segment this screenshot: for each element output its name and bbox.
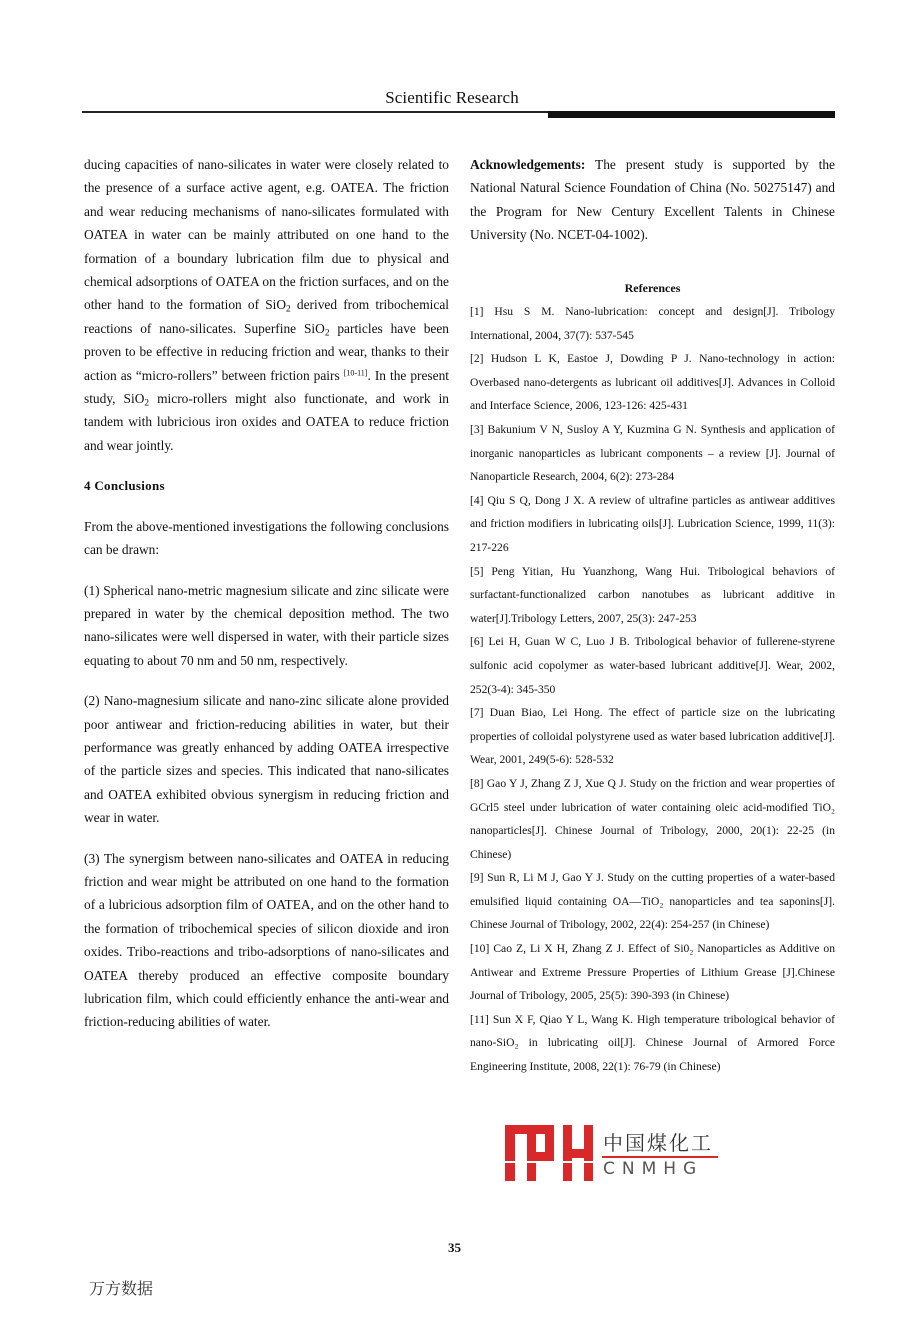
section-heading: 4 Conclusions — [84, 478, 165, 494]
subscript: 2 — [324, 328, 330, 339]
subscript: 2 — [286, 304, 291, 315]
citation-superscript: [10-11] — [343, 368, 368, 378]
reference-item: [3] Bakunium V N, Susloy A Y, Kuzmina G N. Synthesis and application of inorganic nanoparticles as lubricant components – a review [J]. Journal of Nanoparticle Research, 2004, 6(2): 273-284 — [470, 423, 835, 484]
references-heading: References — [624, 280, 681, 295]
left-column — [84, 153, 449, 1034]
text-run: micro-rollers might also functionate, and work in tandem with lubricious iron oxides and OATEA to reduce friction and wear jointly. — [84, 391, 449, 453]
reference-item: [9] Sun R, Li M J, Gao Y J. Study on the cutting properties of a water-based emulsified liquid containing OA—TiO₂ nanoparticles and tea saponins[J]. Chinese Journal of Tribology, 2002, 22(4): 254-257 (in Chinese) — [470, 871, 835, 932]
header-rule-bar — [548, 111, 835, 118]
conclusion-item-1: (1) Spherical nano-metric magnesium silicate and zinc silicate were prepared in water by the chemical deposition method. The two nano-silicates were well dispersed in water, with their particle sizes equating to about 70 nm and 50 nm, respectively. — [84, 582, 449, 668]
text-run: derived from tribochemical reactions of nano-silicates. Superfine SiO — [84, 297, 449, 336]
conclusion-item-3: (3) The synergism between nano-silicates and OATEA in reducing friction and wear might be attributed on one hand to the formation of a lubricious adsorption film of OATEA, and on the other hand to the formation of tribochemical species of silicon dioxide and iron oxides. Tribo-reactions and tribo-adsorptions of nano-silicates and OATEA thereby produced an effective composite boundary lubrication film, which could efficiently enhance the anti-wear and friction-reducing abilities of water. — [84, 850, 449, 1030]
cnmhg-logo — [505, 1125, 725, 1181]
acknowledgements-text: The present study is supported by the National Natural Science Foundation of China (No. 50275147) and the Program for New Century Excellent Talents in Chinese University (No. NCET-04-1002). — [470, 157, 835, 243]
text-run: ducing capacities of nano-silicates in water were closely related to the presence of a surface active agent, e.g. OATEA. The friction and wear reducing mechanisms of nano-silicates formulated with OATEA in water can be mainly attributed on one hand to the formation of a boundary lubrication film due to physical and chemical adsorptions of OATEA on the friction surfaces, and on the other hand to the formation of SiO — [84, 157, 449, 313]
reference-item: [11] Sun X F, Qiao Y L, Wang K. High temperature tribological behavior of nano-SiO₂ in lubricating oil[J]. Chinese Journal of Armored Force Engineering Institute, 2008, 22(1): 76-79 (in Chinese) — [470, 1012, 835, 1074]
logo-english-text: CNMHG — [603, 1159, 704, 1179]
right-column — [470, 153, 835, 1079]
body-paragraph — [84, 153, 449, 457]
text-run: . In the present study, SiO — [84, 367, 449, 407]
reference-item: [10] Cao Z, Li X H, Zhang Z J. Effect of Si0₂ Nanoparticles as Additive on Antiwear and Extreme Pressure Properties of Lithium Grease [J].Chinese Journal of Tribology, 2005, 25(5): 390-393 (in Chinese) — [470, 942, 835, 1003]
reference-item: [4] Qiu S Q, Dong J X. A review of ultrafine particles as antiwear additives and friction modifiers in lubricating oils[J]. Lubrication Science, 1999, 11(3): 217-226 — [470, 493, 835, 554]
reference-item: [7] Duan Biao, Lei Hong. The effect of particle size on the lubricating properties of colloidal polystyrene used as water based lubrication additive[J]. Wear, 2001, 249(5-6): 528-532 — [470, 706, 835, 767]
logo-chinese-text: 中国煤化工 — [603, 1131, 713, 1155]
reference-item: [1] Hsu S M. Nano-lubrication: concept and design[J]. Tribology International, 2004, 37(7): 537-545 — [470, 305, 835, 342]
reference-item: [5] Peng Yitian, Hu Yuanzhong, Wang Hui. Tribological behaviors of surfactant-functionalized carbon nanotubes as lubricant additive in water[J].Tribology Letters, 2007, 25(3): 247-253 — [470, 564, 835, 625]
header-rule — [82, 111, 552, 113]
reference-item: [6] Lei H, Guan W C, Luo J B. Tribological behavior of fullerene-styrene sulfonic acid copolymer as water-based lubricant additive[J]. Wear, 2002, 252(3-4): 345-350 — [470, 635, 835, 696]
acknowledgements-label: Acknowledgements: — [470, 157, 586, 172]
references-list — [470, 300, 835, 1079]
reference-item: [8] Gao Y J, Zhang Z J, Xue Q J. Study on the friction and wear properties of GCrl5 steel under lubrication of water containing oleic acid-modified TiO₂ nanoparticles[J]. Chinese Journal of Tribology, 2000, 20(1): 22-25 (in Chinese) — [470, 776, 835, 861]
reference-item: [2] Hudson L K, Eastoe J, Dowding P J. Nano-technology in action: Overbased nano-detergents as lubricant oil additives[J]. Advances in Colloid and Interface Science, 2006, 123-126: 425-431 — [470, 352, 835, 413]
conclusion-item-2: (2) Nano-magnesium silicate and nano-zinc silicate alone provided poor antiwear and friction-reducing abilities in water, but their performance was greatly enhanced by adding OATEA irrespective of the particle sizes and species. This indicated that nano-silicates and OATEA exhibited obvious synergism in reducing friction and wear in water. — [84, 693, 449, 826]
source-watermark: 万方数据 — [89, 1279, 154, 1298]
conclusions-lead-in: From the above-mentioned investigations the following conclusions can be drawn: — [84, 518, 449, 558]
running-header-title: Scientific Research — [385, 88, 519, 107]
logo-divider — [602, 1156, 718, 1158]
subscript: 2 — [144, 398, 150, 409]
cnmhg-logo-mark-icon — [505, 1125, 593, 1181]
text-run: particles have been proven to be effective in reducing friction and wear, thanks to their action as “micro-rollers” between friction pairs — [84, 320, 449, 383]
page-number: 35 — [448, 1240, 461, 1255]
acknowledgements — [470, 153, 835, 247]
